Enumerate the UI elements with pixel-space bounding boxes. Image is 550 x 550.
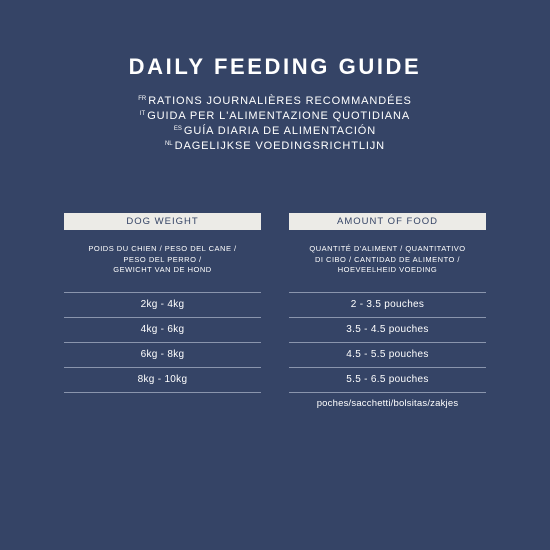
subtitle-nl <box>0 138 550 153</box>
amount-row: 4.5 - 5.5 pouches <box>289 342 486 367</box>
subtitle-fr <box>0 93 550 108</box>
dog-weight-translation-line: POIDS DU CHIEN / PESO DEL CANE / <box>88 244 237 253</box>
weight-row: 4kg - 6kg <box>64 317 261 342</box>
subtitle-it <box>0 108 550 123</box>
subtitle-it-text: GUIDA PER L'ALIMENTAZIONE QUOTIDIANA <box>147 110 411 122</box>
dog-weight-header: DOG WEIGHT <box>64 213 261 230</box>
amount-row: 3.5 - 4.5 pouches <box>289 317 486 342</box>
subtitle-nl-text: DAGELIJKSE VOEDINGSRICHTLIJN <box>174 140 386 152</box>
amount-of-food-column <box>289 213 486 415</box>
amount-row: 5.5 - 6.5 pouches <box>289 367 486 393</box>
subtitle-es <box>0 123 550 138</box>
amount-translation-line: DI CIBO / CANTIDAD DE ALIMENTO / <box>314 254 461 264</box>
weight-row: 8kg - 10kg <box>64 367 261 393</box>
weight-row: 6kg - 8kg <box>64 342 261 367</box>
dog-weight-column <box>64 213 261 393</box>
dog-weight-translations <box>64 244 261 292</box>
subtitle-es-text: GUÍA DIARIA DE ALIMENTACIÓN <box>183 125 377 137</box>
lang-tag-nl: NL <box>164 141 173 147</box>
lang-tag-es: ES <box>173 126 182 132</box>
amount-row: 2 - 3.5 pouches <box>289 292 486 317</box>
lang-tag-it: IT <box>139 111 146 117</box>
subtitle-fr-text: RATIONS JOURNALIÈRES RECOMMANDÉES <box>148 95 412 107</box>
weight-row: 2kg - 4kg <box>64 292 261 317</box>
amount-of-food-header: AMOUNT OF FOOD <box>289 213 486 230</box>
pouches-translation-footnote: poches/sacchetti/bolsitas/zakjes <box>316 398 459 409</box>
dog-weight-translation-line: PESO DEL PERRO / <box>123 254 202 264</box>
amount-translation-line: HOEVEELHEID VOEDING <box>337 265 438 274</box>
amount-translation-line: QUANTITÉ D'ALIMENT / QUANTITATIVO <box>309 244 466 253</box>
subtitles <box>0 93 550 153</box>
lang-tag-fr: FR <box>138 96 147 102</box>
dog-weight-translation-line: GEWICHT VAN DE HOND <box>113 265 212 274</box>
page-title: DAILY FEEDING GUIDE <box>128 54 422 79</box>
amount-of-food-translations <box>289 244 486 292</box>
